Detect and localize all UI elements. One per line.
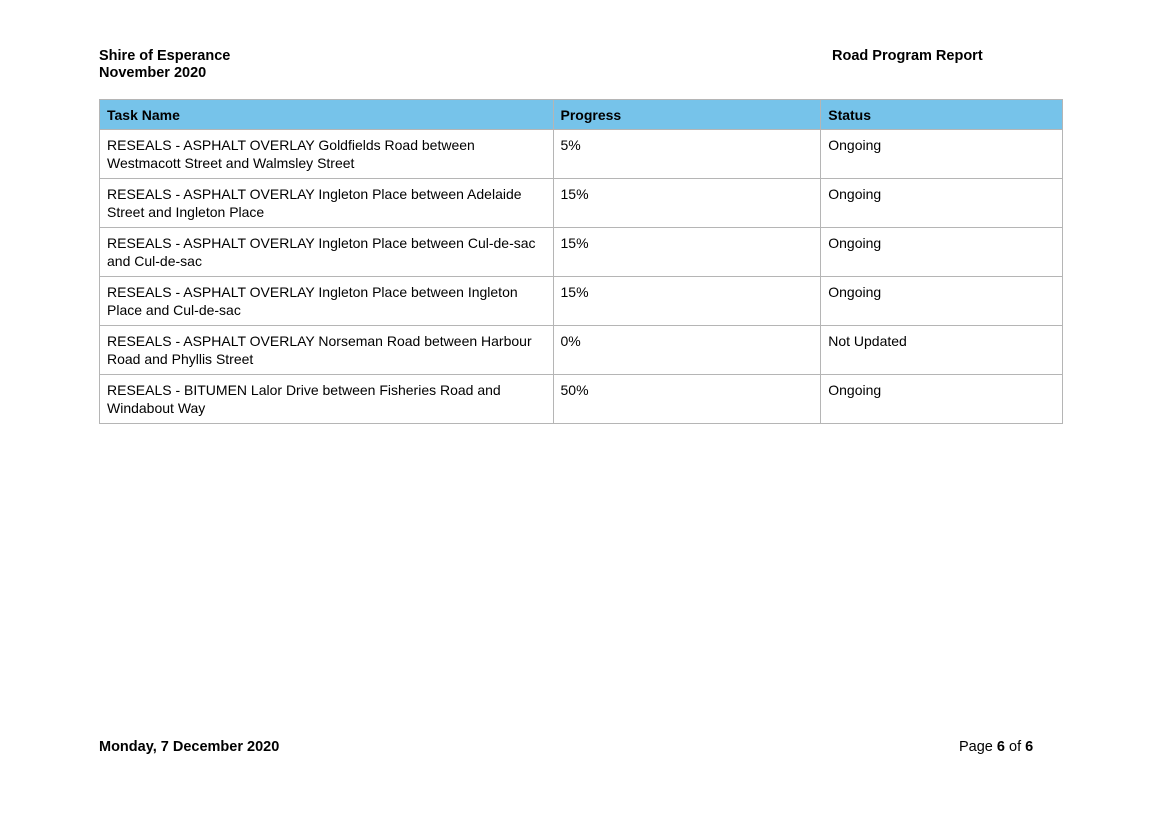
page-of: of	[1009, 739, 1022, 755]
status-cell: Ongoing	[821, 277, 1063, 326]
table-row	[100, 179, 1063, 228]
column-header-task-name: Task Name	[100, 100, 554, 130]
status-cell: Not Updated	[821, 326, 1063, 375]
task-name-cell: RESEALS - ASPHALT OVERLAY Goldfields Road between Westmacott Street and Walmsley Street	[100, 130, 554, 179]
table-row	[100, 277, 1063, 326]
task-name-cell: RESEALS - BITUMEN Lalor Drive between Fisheries Road and Windabout Way	[100, 375, 554, 424]
table-row	[100, 228, 1063, 277]
page-total: 6	[1025, 739, 1034, 755]
progress-cell: 5%	[553, 130, 821, 179]
report-period: November 2020	[99, 65, 207, 81]
progress-cell: 15%	[553, 277, 821, 326]
table-row	[100, 375, 1063, 424]
progress-cell: 15%	[553, 228, 821, 277]
page-prefix: Page	[959, 739, 993, 755]
report-title: Road Program Report	[832, 48, 983, 64]
road-program-table	[99, 99, 1063, 424]
task-name-cell: RESEALS - ASPHALT OVERLAY Ingleton Place between Ingleton Place and Cul-de-sac	[100, 277, 554, 326]
status-cell: Ongoing	[821, 228, 1063, 277]
report-header-left	[99, 48, 230, 82]
progress-cell: 0%	[553, 326, 821, 375]
status-cell: Ongoing	[821, 179, 1063, 228]
page-number	[959, 739, 1033, 755]
table-row	[100, 130, 1063, 179]
task-name-cell: RESEALS - ASPHALT OVERLAY Ingleton Place between Adelaide Street and Ingleton Place	[100, 179, 554, 228]
column-header-progress: Progress	[553, 100, 821, 130]
page-current: 6	[996, 739, 1005, 755]
status-cell: Ongoing	[821, 375, 1063, 424]
status-cell: Ongoing	[821, 130, 1063, 179]
task-name-cell: RESEALS - ASPHALT OVERLAY Ingleton Place between Cul-de-sac and Cul-de-sac	[100, 228, 554, 277]
column-header-status: Status	[821, 100, 1063, 130]
organization-name: Shire of Esperance	[99, 48, 231, 64]
table-header-row	[100, 100, 1063, 130]
progress-cell: 50%	[553, 375, 821, 424]
footer-date: Monday, 7 December 2020	[99, 739, 280, 755]
table-row	[100, 326, 1063, 375]
task-name-cell: RESEALS - ASPHALT OVERLAY Norseman Road between Harbour Road and Phyllis Street	[100, 326, 554, 375]
progress-cell: 15%	[553, 179, 821, 228]
